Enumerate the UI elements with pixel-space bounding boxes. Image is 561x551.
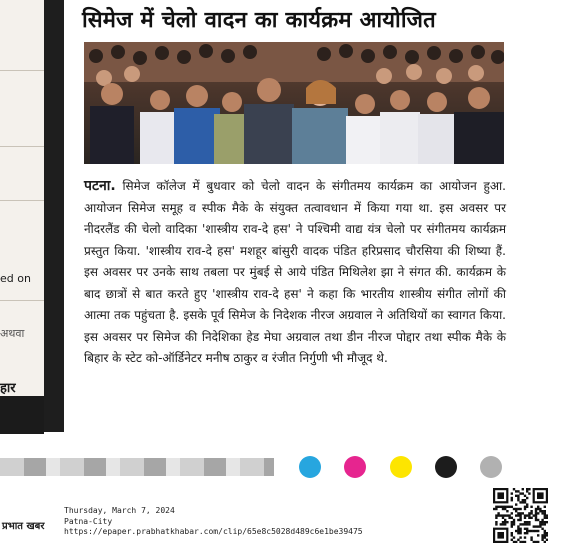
headline: सिमेज में चेलो वादन का कार्यक्रम आयोजित	[82, 8, 436, 33]
qr-code-icon[interactable]	[493, 488, 548, 543]
article-body	[84, 176, 506, 370]
adjacent-text-fragment: अथवा	[0, 327, 25, 340]
column-rule	[0, 146, 44, 147]
adjacent-text-fragment: हार	[0, 381, 16, 396]
yellow-registration-dot	[390, 456, 412, 478]
cyan-registration-dot	[299, 456, 321, 478]
clip-url[interactable]: https://epaper.prabhatkhabar.com/clip/65e8c5028d489c6e1be39475	[64, 527, 363, 536]
publish-date: Thursday, March 7, 2024	[64, 506, 175, 515]
grey-registration-dot	[480, 456, 502, 478]
edition-name: Patna-City	[64, 516, 113, 526]
adjacent-column	[0, 0, 45, 432]
newspaper-logo: प्रभात खबर	[2, 521, 45, 532]
column-rule	[0, 70, 44, 71]
group-photo	[84, 42, 504, 164]
adjacent-text-fragment: ed on	[0, 272, 31, 285]
article-text: सिमेज कॉलेज में बुधवार को चेलो वादन के संगीतमय कार्यक्रम का आयोजन हुआ. आयोजन सिमेज समूह व स्पीक मैके के संयुक्त तत्वावधान में किया गया था. इस अवसर पर नीदरलैंड की चेलो वादिका 'शास्त्रीय राव-दे हस' ने पश्चिमी वाद्य यंत्र चेलो पर संगीतमय कार्यक्रम प्रस्तुत किया. 'शास्त्रीय राव-दे हस' मशहूर बांसुरी वादक पंडित हरिप्रसाद चौरसिया की शिष्या हैं. इस अवसर पर उनके साथ तबला पर मुंबई से आये पंडित मिथिलेश झा ने संगत की. कार्यक्रम के बाद छात्रों से बात करते हुए 'शास्त्रीय राव-दे हस' ने कहा कि भारतीय शास्त्रीय संगीत लोगों की आत्मा तक पहुंचता है. इसके पूर्व सिमेज के निदेशक नीरज अग्रवाल ने अतिथियों का स्वागत किया. इस अवसर पर सिमेज की निदेशिका हेड मेघा अग्रवाल तथा डीन नीरज पोद्दार तथा स्पीक मैके के बिहार के स्टेट को-ऑर्डिनेटर मनीष ठाकुर व रंजीत निर्गुणी भी मौजूद थे.	[84, 179, 506, 365]
dateline: पटना.	[84, 178, 116, 194]
black-registration-dot	[435, 456, 457, 478]
grey-registration-strip	[0, 458, 274, 476]
dark-corner-block	[0, 396, 44, 434]
magenta-registration-dot	[344, 456, 366, 478]
column-divider	[44, 0, 64, 432]
column-rule	[0, 200, 44, 201]
column-rule	[0, 300, 44, 301]
clip-metadata	[64, 506, 363, 538]
